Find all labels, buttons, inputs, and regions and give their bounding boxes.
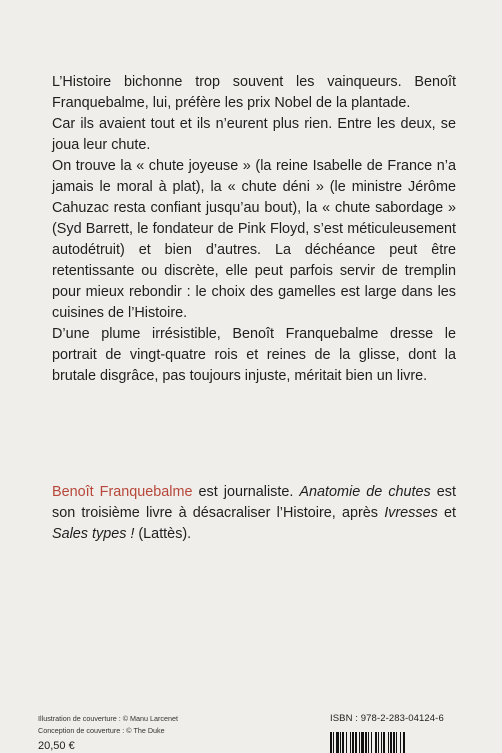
bio-text-2: est son troisième livre à désacraliser l’Histoire, après	[52, 484, 456, 521]
blurb-paragraph-2: Car ils avaient tout et ils n’eurent plus rien. Entre les deux, se joua leur chute.	[52, 116, 456, 153]
book-title: Anatomie de chutes	[299, 484, 431, 500]
isbn: ISBN : 978-2-283-04124-6	[330, 713, 444, 724]
previous-book-2: Sales types !	[52, 526, 135, 542]
blurb-paragraph-1: L’Histoire bichonne trop souvent les vainqueurs. Benoît Franquebalme, lui, préfère les prix Nobel de la plantade.	[52, 74, 456, 111]
bio-text-3: et	[437, 505, 456, 521]
blurb-paragraph-3: On trouve la « chute joyeuse » (la reine Isabelle de France n’a jamais le moral à plat), la « chute déni » (le ministre Jérôme Cahuzac resta confiant jusqu’au bout), la « chute sabordage » (Syd Barrett, le fondateur de Pink Floyd, s’est méticuleusement autodétruit) et bien d’autres. La déchéance peut être retentissante ou discrète, elle peut parfois servir de tremplin pour mieux rebondir : le choix des gamelles est large dans les cuisines de l’Histoire.	[52, 158, 456, 321]
author-name: Benoît Franquebalme	[52, 484, 193, 500]
design-credit: Conception de couverture : © The Duke	[38, 726, 165, 735]
blurb-paragraph-4: D’une plume irrésistible, Benoît Franquebalme dresse le portrait de vingt-quatre rois et reines de la glisse, dont la brutale disgrâce, pas toujours injuste, méritait bien un livre.	[52, 326, 456, 384]
previous-book-1: Ivresses	[384, 505, 438, 521]
blurb	[52, 72, 456, 387]
barcode	[330, 732, 470, 753]
barcode-bar	[405, 732, 406, 753]
bio-text-1: est journaliste.	[192, 484, 300, 500]
price: 20,50 €	[38, 740, 75, 752]
illustration-credit: Illustration de couverture : © Manu Larcenet	[38, 714, 178, 723]
cover-credits	[38, 713, 178, 737]
author-bio	[52, 482, 456, 545]
bio-text-4: (Lattès).	[134, 526, 192, 542]
